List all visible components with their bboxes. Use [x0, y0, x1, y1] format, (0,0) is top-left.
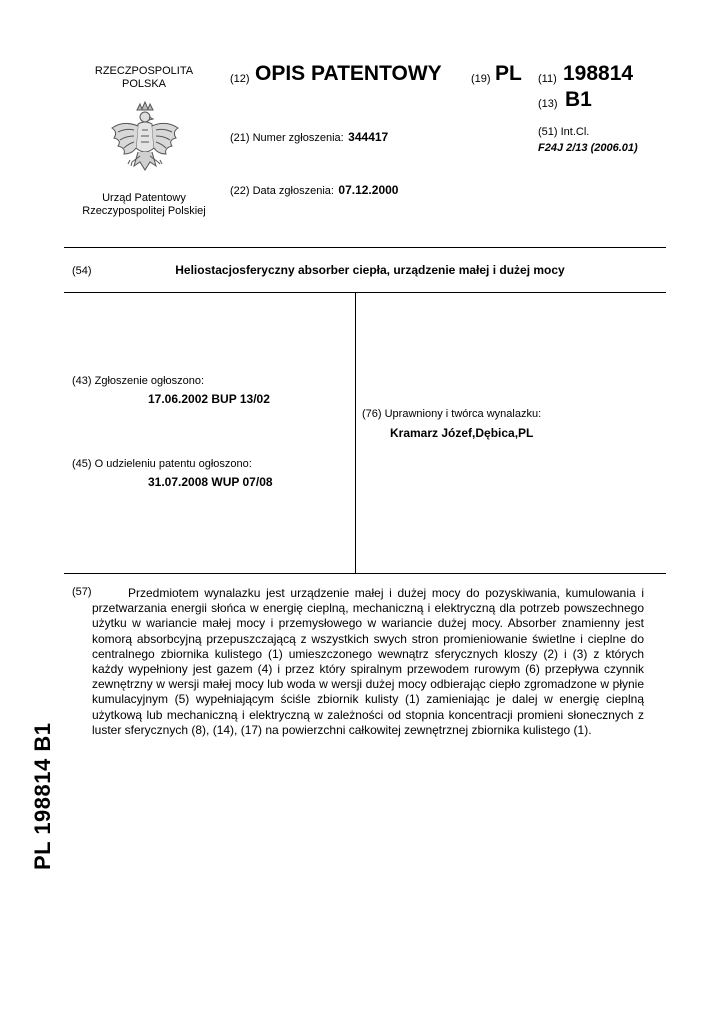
int-cl-value: F24J 2/13 (2006.01) — [538, 142, 638, 154]
publication-label: (43) Zgłoszenie ogłoszono: — [72, 375, 205, 387]
application-number-row: (21) Numer zgłoszenia: 344417 — [230, 130, 389, 144]
document-title: OPIS PATENTOWY — [255, 62, 442, 85]
column-divider — [355, 292, 356, 573]
invention-title: Heliostacjosferyczny absorber ciepła, urządzenie małej i dużej mocy — [175, 263, 565, 277]
code-13: (13) — [538, 98, 558, 110]
filing-date-row: (22) Data zgłoszenia: 07.12.2000 — [230, 183, 399, 197]
code-11: (11) — [538, 73, 557, 85]
eagle-emblem-icon — [104, 100, 186, 186]
divider-bottom — [64, 573, 666, 574]
application-number: 344417 — [348, 130, 389, 144]
grant-label: (45) O udzieleniu patentu ogłoszono: — [72, 458, 252, 470]
filing-date: 07.12.2000 — [338, 183, 399, 197]
code-12: (12) — [230, 73, 250, 85]
publication-value: 17.06.2002 BUP 13/02 — [148, 392, 270, 406]
kind-code: B1 — [565, 88, 592, 111]
int-cl-label: (51) Int.Cl. — [538, 126, 590, 138]
patent-number: 198814 — [563, 62, 634, 85]
divider-top — [64, 247, 666, 248]
grant-value: 31.07.2008 WUP 07/08 — [148, 475, 273, 489]
inventor-value: Kramarz Józef,Dębica,PL — [390, 426, 534, 440]
country-name: RZECZPOSPOLITA POLSKA — [94, 65, 194, 90]
side-patent-label: PL 198814 B1 — [30, 722, 55, 870]
patent-office-name: Urząd Patentowy Rzeczypospolitej Polskiej — [82, 192, 206, 217]
abstract-text: Przedmiotem wynalazku jest urządzenie małej i dużej mocy do pozyskiwania, kumulowania i przetwarzania energii słońca w energię cieplną, mechaniczną i elektryczną dla potrzeb powszechnego użytku w wariancie małej mocy i przemysłowego w wariancie dużej mocy. Absorber znamienny jest komorą absorbcyjną przepuszczającą z wszystkich swych stron promieniowanie świetlne i cieplne do centralnego zbiornika kulistego (1) umieszczonego wewnątrz sferycznych kloszy (2) i (3) z których każdy wypełniony jest gazem (4) i przez który spiralnym przewodem rurowym (6) przepływa czynnik zewnętrzny w wersji małej mocy lub woda w wersji dużej mocy odbierając ciepło zgromadzone w płynie kumulacyjnym (5) wypełniającym ściśle zbiornik kulisty (1) zamieniając je dalej w energię cieplną użytkową lub mechaniczną i elektryczną w zależności od stopnia koncentracji promieni słonecznych z luster sferycznych (8), (14), (17) na powierzchni całkowitej zewnętrznej zbiornika kulistego (1). — [92, 586, 644, 737]
code-57: (57) — [72, 586, 92, 598]
country-code: PL — [495, 62, 522, 85]
divider-title-bottom — [64, 292, 666, 293]
code-54: (54) — [72, 265, 92, 277]
inventor-label: (76) Uprawniony i twórca wynalazku: — [362, 408, 542, 420]
code-19: (19) — [471, 73, 491, 85]
